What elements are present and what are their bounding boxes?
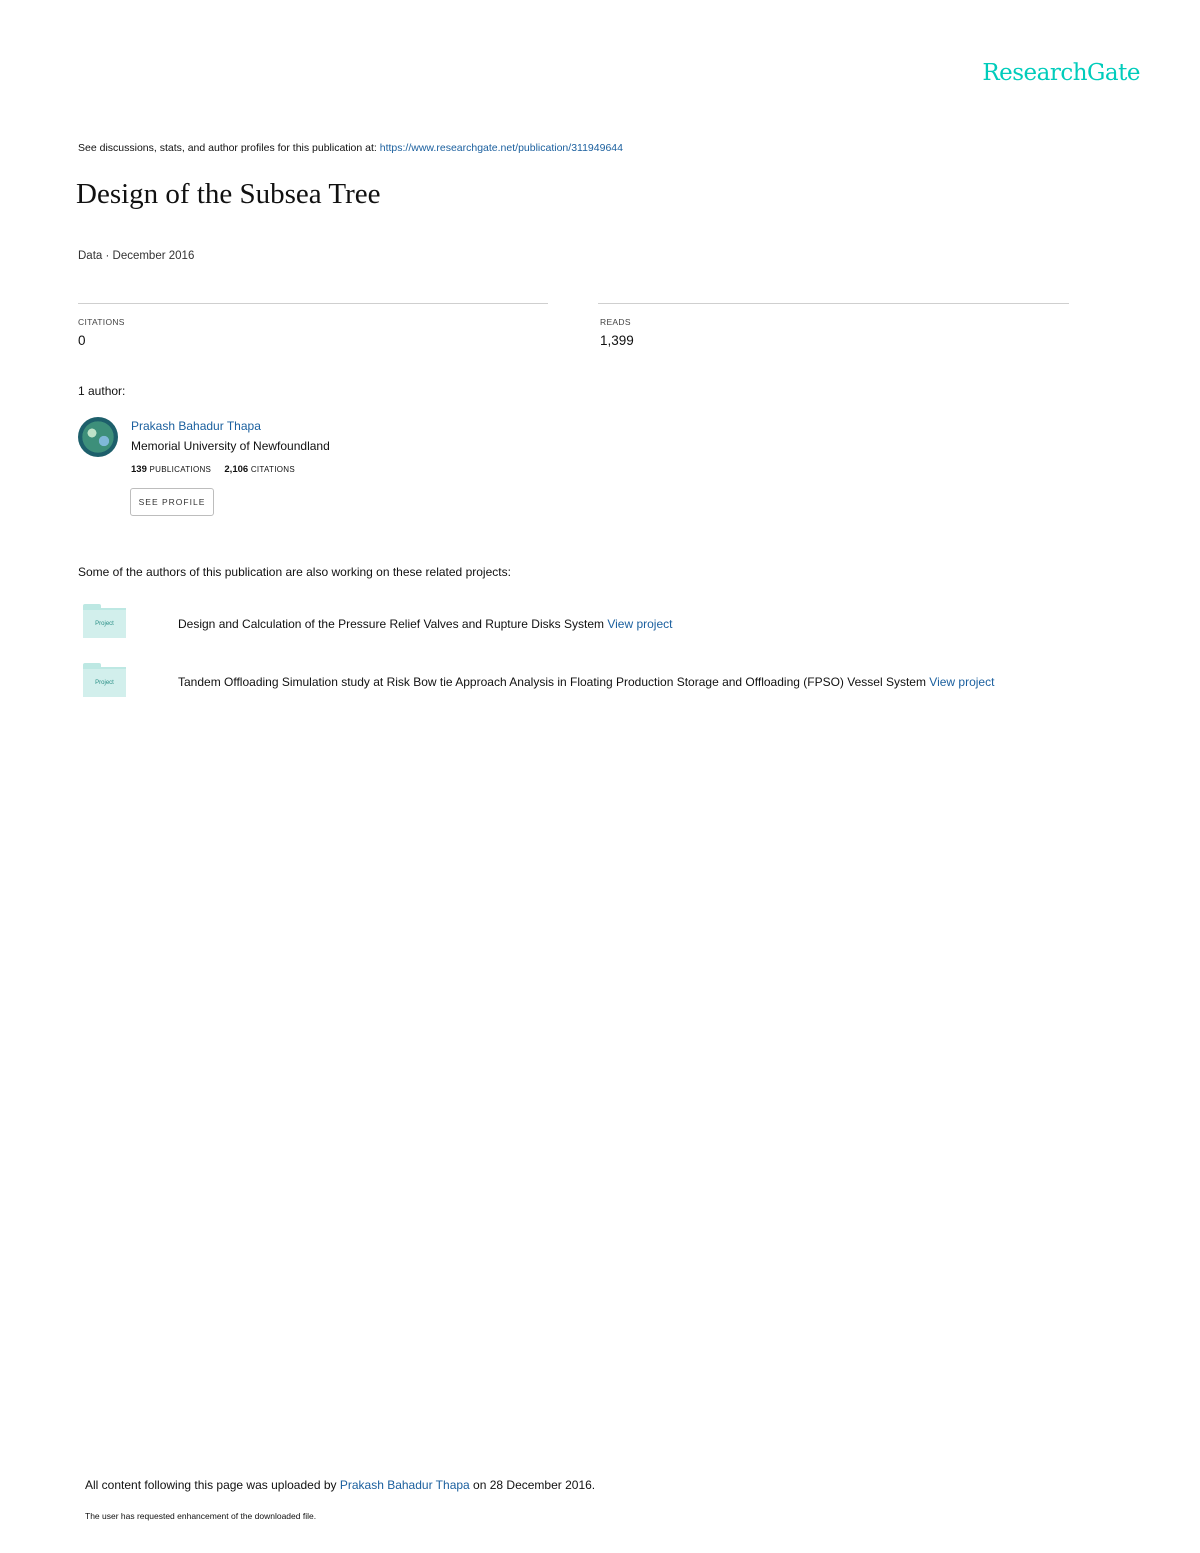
project-item [178,617,672,631]
page-title: Design of the Subsea Tree [76,178,381,210]
publication-meta: Data · December 2016 [78,250,195,262]
author-publications-count: 139 [131,464,147,475]
folder-body [83,667,126,697]
citations-value: 0 [78,333,86,348]
author-institution: Memorial University of Newfoundland [131,439,330,453]
citations-label: CITATIONS [78,317,125,327]
source-prefix: See discussions, stats, and author profiles for this publication at: [78,142,380,154]
author-name-link[interactable]: Prakash Bahadur Thapa [131,419,261,433]
divider-left [78,303,548,304]
view-project-link[interactable]: View project [607,617,673,631]
author-stats [131,464,295,475]
related-projects-heading: Some of the authors of this publication are also working on these related projects: [78,565,511,579]
authors-heading: 1 author: [78,384,126,398]
researchgate-logo[interactable]: ResearchGate [982,60,1140,86]
project-folder-icon [83,604,126,638]
upload-prefix: All content following this page was uploaded by [85,1478,340,1492]
project-folder-icon [83,663,126,697]
divider-right [598,303,1069,304]
publication-url-link[interactable]: https://www.researchgate.net/publication/311949644 [379,142,623,154]
upload-notice [85,1478,595,1492]
source-line [78,142,623,154]
folder-label: Project [95,680,114,686]
reads-value: 1,399 [600,333,634,348]
project-title: Tandem Offloading Simulation study at Risk Bow tie Approach Analysis in Floating Production Storage and Offloading (FPSO) Vessel System [178,675,930,689]
uploader-link[interactable]: Prakash Bahadur Thapa [339,1478,470,1492]
view-project-link[interactable]: View project [929,675,995,689]
see-profile-button[interactable]: SEE PROFILE [130,488,214,516]
author-citations-label: CITATIONS [250,465,295,474]
project-title: Design and Calculation of the Pressure Relief Valves and Rupture Disks System [178,617,608,631]
author-avatar[interactable] [78,417,118,457]
enhancement-note: The user has requested enhancement of the downloaded file. [85,1511,317,1521]
author-publications-label: PUBLICATIONS [149,465,212,474]
reads-label: READS [600,317,631,327]
project-item [178,675,994,689]
upload-suffix: on 28 December 2016. [469,1478,596,1492]
folder-label: Project [95,621,114,627]
folder-body [83,608,126,638]
author-citations-count: 2,106 [224,464,249,475]
